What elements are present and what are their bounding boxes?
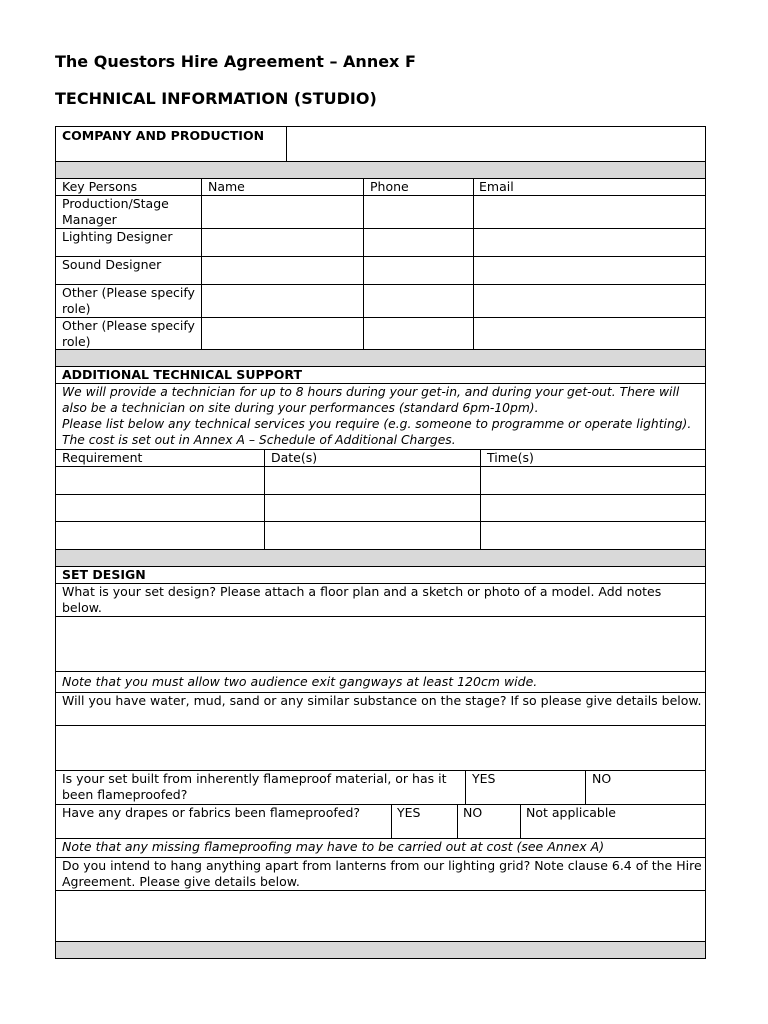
column-header-dates: Date(s) bbox=[271, 450, 318, 465]
key-person-role: Production/Stage Manager bbox=[62, 196, 169, 227]
key-person-name-field[interactable] bbox=[203, 285, 362, 316]
set-design-question: What is your set design? Please attach a floor plan and a sketch or photo of a model. Add notes below. bbox=[62, 584, 662, 615]
flameproof-no-option[interactable]: NO bbox=[592, 771, 612, 786]
flameproof-yes-option[interactable]: YES bbox=[472, 771, 496, 786]
times-field[interactable] bbox=[482, 467, 704, 493]
lighting-grid-question: Do you intend to hang anything apart from lanterns from our lighting grid? Note clause 6.4 of the Hire Agreement. Please give details below. bbox=[62, 858, 702, 889]
column-header-name: Name bbox=[208, 179, 245, 194]
set-design-notes-field[interactable] bbox=[57, 617, 704, 670]
times-field[interactable] bbox=[482, 522, 704, 548]
flameproof-question: Is your set built from inherently flameproof material, or has it been flameproofed? bbox=[62, 771, 447, 802]
separator-row bbox=[56, 162, 705, 178]
times-field[interactable] bbox=[482, 495, 704, 520]
separator-row bbox=[56, 942, 705, 958]
dates-field[interactable] bbox=[266, 522, 479, 548]
key-person-phone-field[interactable] bbox=[365, 318, 472, 348]
requirement-field[interactable] bbox=[57, 522, 263, 548]
lighting-grid-details-field[interactable] bbox=[57, 891, 704, 940]
key-person-phone-field[interactable] bbox=[365, 196, 472, 227]
key-person-phone-field[interactable] bbox=[365, 285, 472, 316]
column-header-email: Email bbox=[479, 179, 514, 194]
column-header-phone: Phone bbox=[370, 179, 409, 194]
key-person-name-field[interactable] bbox=[203, 318, 362, 348]
technical-support-instructions: Please list below any technical services you require (e.g. someone to programme or operate lighting). The cost is set out in Annex A – Schedule of Additional Charges. bbox=[62, 417, 692, 447]
company-heading: COMPANY AND PRODUCTION bbox=[62, 128, 265, 143]
requirement-field[interactable] bbox=[57, 467, 263, 493]
key-person-email-field[interactable] bbox=[475, 229, 704, 255]
requirement-field[interactable] bbox=[57, 495, 263, 520]
drapes-yes-option[interactable]: YES bbox=[397, 805, 421, 820]
dates-field[interactable] bbox=[266, 467, 479, 493]
key-person-email-field[interactable] bbox=[475, 318, 704, 348]
key-person-role: Other (Please specify role) bbox=[62, 318, 195, 349]
key-person-phone-field[interactable] bbox=[365, 257, 472, 283]
key-person-role: Lighting Designer bbox=[62, 229, 173, 244]
key-person-email-field[interactable] bbox=[475, 196, 704, 227]
company-production-field[interactable] bbox=[288, 128, 702, 160]
technical-support-intro: We will provide a technician for up to 8 hours during your get-in, and during your get-out. There will also be a technician on site during your performances (standard 6pm-10pm). bbox=[62, 385, 680, 415]
separator-row bbox=[56, 350, 705, 366]
key-person-email-field[interactable] bbox=[475, 285, 704, 316]
dates-field[interactable] bbox=[266, 495, 479, 520]
column-header-times: Time(s) bbox=[487, 450, 534, 465]
water-details-field[interactable] bbox=[57, 726, 704, 769]
drapes-no-option[interactable]: NO bbox=[463, 805, 483, 820]
key-person-role: Sound Designer bbox=[62, 257, 162, 272]
column-header-requirement: Requirement bbox=[62, 450, 143, 465]
drapes-question: Have any drapes or fabrics been flameproofed? bbox=[62, 805, 361, 820]
technical-support-heading: ADDITIONAL TECHNICAL SUPPORT bbox=[62, 367, 303, 382]
set-design-heading: SET DESIGN bbox=[62, 567, 146, 582]
document-subtitle: TECHNICAL INFORMATION (STUDIO) bbox=[55, 89, 377, 108]
key-person-role: Other (Please specify role) bbox=[62, 285, 195, 316]
separator-row bbox=[56, 550, 705, 566]
gangway-note: Note that you must allow two audience exit gangways at least 120cm wide. bbox=[62, 674, 538, 689]
key-person-name-field[interactable] bbox=[203, 257, 362, 283]
drapes-not-applicable-option[interactable]: Not applicable bbox=[526, 805, 616, 820]
technical-information-form bbox=[55, 126, 706, 959]
key-person-name-field[interactable] bbox=[203, 229, 362, 255]
key-person-phone-field[interactable] bbox=[365, 229, 472, 255]
key-person-email-field[interactable] bbox=[475, 257, 704, 283]
flameproofing-cost-note: Note that any missing flameproofing may have to be carried out at cost (see Annex A) bbox=[62, 839, 605, 854]
column-header-key-persons: Key Persons bbox=[62, 179, 138, 194]
water-question: Will you have water, mud, sand or any similar substance on the stage? If so please give details below. bbox=[62, 693, 702, 708]
key-person-name-field[interactable] bbox=[203, 196, 362, 227]
document-title: The Questors Hire Agreement – Annex F bbox=[55, 52, 416, 71]
